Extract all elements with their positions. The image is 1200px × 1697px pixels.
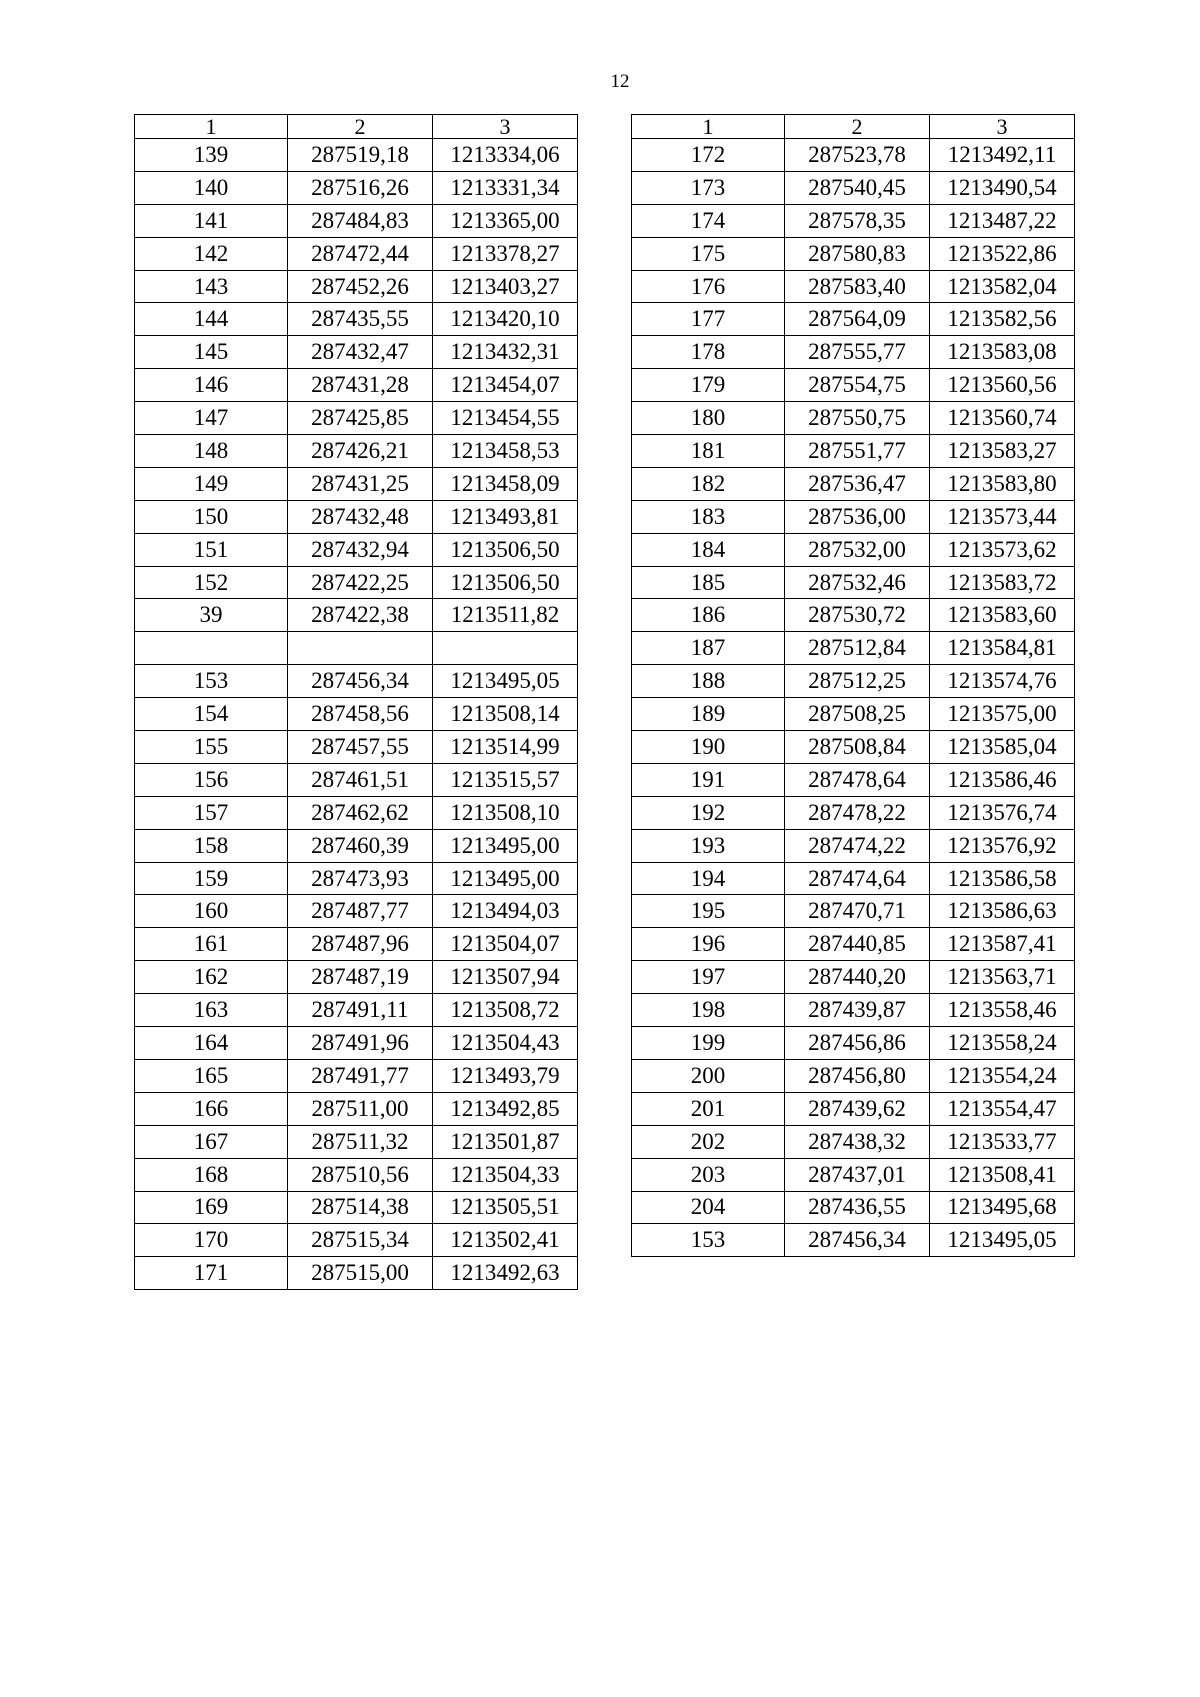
coordinate-x-cell (288, 632, 433, 665)
table-row (135, 336, 578, 369)
table-row (632, 665, 1075, 698)
point-number-cell: 189 (632, 698, 785, 731)
coordinate-y-cell: 1213563,71 (930, 961, 1075, 994)
coordinate-x-cell: 287474,64 (785, 862, 930, 895)
table-row (632, 237, 1075, 270)
coordinate-y-cell: 1213514,99 (433, 731, 578, 764)
table-row (632, 1027, 1075, 1060)
point-number-cell: 167 (135, 1125, 288, 1158)
point-number-cell: 191 (632, 763, 785, 796)
table-row (632, 829, 1075, 862)
coordinate-x-cell: 287578,35 (785, 204, 930, 237)
coordinate-x-cell: 287436,55 (785, 1191, 930, 1224)
table-row (632, 994, 1075, 1027)
coordinate-y-cell: 1213576,74 (930, 796, 1075, 829)
table-row (632, 862, 1075, 895)
coordinate-y-cell: 1213501,87 (433, 1125, 578, 1158)
coordinate-x-cell: 287508,25 (785, 698, 930, 731)
table-row (135, 500, 578, 533)
coordinate-y-cell: 1213502,41 (433, 1224, 578, 1257)
table-row (135, 1257, 578, 1290)
point-number-cell (135, 632, 288, 665)
point-number-cell: 155 (135, 731, 288, 764)
table-row (632, 171, 1075, 204)
table-row (632, 336, 1075, 369)
table-row (135, 566, 578, 599)
point-number-cell: 150 (135, 500, 288, 533)
coordinate-y-cell: 1213365,00 (433, 204, 578, 237)
point-number-cell: 163 (135, 994, 288, 1027)
table-row (135, 303, 578, 336)
coordinate-x-cell: 287540,45 (785, 171, 930, 204)
point-number-cell: 153 (632, 1224, 785, 1257)
table-row (135, 1059, 578, 1092)
point-number-cell: 197 (632, 961, 785, 994)
table-row (135, 665, 578, 698)
coordinate-y-cell: 1213432,31 (433, 336, 578, 369)
coordinates-table-right (631, 114, 1075, 1257)
table-row (632, 369, 1075, 402)
coordinate-y-cell: 1213587,41 (930, 928, 1075, 961)
point-number-cell: 179 (632, 369, 785, 402)
coordinate-x-cell: 287426,21 (288, 435, 433, 468)
coordinate-y-cell: 1213331,34 (433, 171, 578, 204)
point-number-cell: 154 (135, 698, 288, 731)
coordinate-x-cell: 287432,94 (288, 533, 433, 566)
point-number-cell: 157 (135, 796, 288, 829)
coordinate-x-cell: 287440,20 (785, 961, 930, 994)
coordinate-y-cell: 1213505,51 (433, 1191, 578, 1224)
point-number-cell: 39 (135, 599, 288, 632)
coordinate-y-cell: 1213574,76 (930, 665, 1075, 698)
coordinate-x-cell: 287458,56 (288, 698, 433, 731)
table-row (632, 1158, 1075, 1191)
coordinate-x-cell: 287440,85 (785, 928, 930, 961)
point-number-cell: 182 (632, 467, 785, 500)
table-row (135, 961, 578, 994)
coordinate-x-cell: 287532,46 (785, 566, 930, 599)
column-header-1: 1 (135, 115, 288, 139)
table-row (632, 796, 1075, 829)
table-row (135, 632, 578, 665)
point-number-cell: 202 (632, 1125, 785, 1158)
coordinate-x-cell: 287457,55 (288, 731, 433, 764)
coordinate-x-cell: 287470,71 (785, 895, 930, 928)
coordinate-x-cell: 287439,87 (785, 994, 930, 1027)
point-number-cell: 187 (632, 632, 785, 665)
table-row (135, 1224, 578, 1257)
coordinate-y-cell: 1213508,14 (433, 698, 578, 731)
table-row (632, 435, 1075, 468)
coordinate-x-cell: 287564,09 (785, 303, 930, 336)
point-number-cell: 151 (135, 533, 288, 566)
point-number-cell: 178 (632, 336, 785, 369)
point-number-cell: 161 (135, 928, 288, 961)
point-number-cell: 148 (135, 435, 288, 468)
point-number-cell: 165 (135, 1059, 288, 1092)
coordinate-y-cell: 1213495,05 (930, 1224, 1075, 1257)
coordinate-x-cell: 287555,77 (785, 336, 930, 369)
coordinate-y-cell: 1213454,55 (433, 402, 578, 435)
point-number-cell: 200 (632, 1059, 785, 1092)
coordinate-y-cell: 1213560,56 (930, 369, 1075, 402)
table-row (632, 632, 1075, 665)
column-header-2: 2 (288, 115, 433, 139)
coordinate-x-cell: 287580,83 (785, 237, 930, 270)
coordinate-y-cell: 1213458,09 (433, 467, 578, 500)
coordinate-x-cell: 287536,00 (785, 500, 930, 533)
point-number-cell: 166 (135, 1092, 288, 1125)
coordinate-y-cell: 1213583,60 (930, 599, 1075, 632)
coordinate-y-cell: 1213378,27 (433, 237, 578, 270)
header-row (135, 115, 578, 139)
coordinate-x-cell: 287514,38 (288, 1191, 433, 1224)
coordinate-y-cell: 1213454,07 (433, 369, 578, 402)
column-header-2: 2 (785, 115, 930, 139)
table-row (135, 763, 578, 796)
coordinate-y-cell: 1213494,03 (433, 895, 578, 928)
point-number-cell: 169 (135, 1191, 288, 1224)
coordinate-x-cell: 287554,75 (785, 369, 930, 402)
coordinate-y-cell: 1213334,06 (433, 139, 578, 172)
coordinate-x-cell: 287456,34 (785, 1224, 930, 1257)
point-number-cell: 177 (632, 303, 785, 336)
coordinate-y-cell: 1213573,44 (930, 500, 1075, 533)
table-row (135, 698, 578, 731)
coordinate-x-cell: 287510,56 (288, 1158, 433, 1191)
coordinate-y-cell: 1213508,10 (433, 796, 578, 829)
coordinate-y-cell: 1213582,04 (930, 270, 1075, 303)
table-row (135, 237, 578, 270)
header-row (632, 115, 1075, 139)
coordinate-x-cell: 287491,96 (288, 1027, 433, 1060)
point-number-cell: 172 (632, 139, 785, 172)
table-row (135, 731, 578, 764)
point-number-cell: 204 (632, 1191, 785, 1224)
table-row (632, 270, 1075, 303)
point-number-cell: 139 (135, 139, 288, 172)
coordinate-y-cell: 1213493,79 (433, 1059, 578, 1092)
coordinate-x-cell: 287515,34 (288, 1224, 433, 1257)
table-row (135, 171, 578, 204)
point-number-cell: 184 (632, 533, 785, 566)
coordinate-y-cell: 1213583,72 (930, 566, 1075, 599)
coordinate-y-cell: 1213583,27 (930, 435, 1075, 468)
table-row (135, 270, 578, 303)
coordinate-y-cell: 1213492,11 (930, 139, 1075, 172)
table-row (135, 139, 578, 172)
point-number-cell: 183 (632, 500, 785, 533)
point-number-cell: 198 (632, 994, 785, 1027)
table-row (632, 961, 1075, 994)
coordinate-x-cell: 287432,48 (288, 500, 433, 533)
coordinate-y-cell: 1213586,58 (930, 862, 1075, 895)
table-row (632, 500, 1075, 533)
coordinate-x-cell: 287435,55 (288, 303, 433, 336)
coordinate-y-cell (433, 632, 578, 665)
coordinate-x-cell: 287431,25 (288, 467, 433, 500)
point-number-cell: 188 (632, 665, 785, 698)
coordinate-x-cell: 287461,51 (288, 763, 433, 796)
point-number-cell: 162 (135, 961, 288, 994)
table-row (632, 928, 1075, 961)
coordinate-x-cell: 287439,62 (785, 1092, 930, 1125)
coordinate-y-cell: 1213515,57 (433, 763, 578, 796)
column-header-1: 1 (632, 115, 785, 139)
coordinate-y-cell: 1213506,50 (433, 533, 578, 566)
coordinate-x-cell: 287487,19 (288, 961, 433, 994)
coordinate-y-cell: 1213554,47 (930, 1092, 1075, 1125)
coordinate-y-cell: 1213507,94 (433, 961, 578, 994)
table-row (632, 533, 1075, 566)
coordinate-y-cell: 1213420,10 (433, 303, 578, 336)
coordinate-y-cell: 1213558,46 (930, 994, 1075, 1027)
point-number-cell: 171 (135, 1257, 288, 1290)
coordinate-y-cell: 1213458,53 (433, 435, 578, 468)
coordinate-y-cell: 1213533,77 (930, 1125, 1075, 1158)
point-number-cell: 142 (135, 237, 288, 270)
coordinate-y-cell: 1213558,24 (930, 1027, 1075, 1060)
point-number-cell: 201 (632, 1092, 785, 1125)
table-row (135, 862, 578, 895)
coordinate-y-cell: 1213508,41 (930, 1158, 1075, 1191)
coordinate-x-cell: 287431,28 (288, 369, 433, 402)
coordinate-y-cell: 1213575,00 (930, 698, 1075, 731)
point-number-cell: 181 (632, 435, 785, 468)
table-body (632, 139, 1075, 1257)
coordinate-x-cell: 287437,01 (785, 1158, 930, 1191)
table-row (135, 402, 578, 435)
table-row (135, 1092, 578, 1125)
coordinate-y-cell: 1213508,72 (433, 994, 578, 1027)
coordinate-x-cell: 287460,39 (288, 829, 433, 862)
column-header-3: 3 (433, 115, 578, 139)
coordinate-y-cell: 1213403,27 (433, 270, 578, 303)
coordinate-y-cell: 1213560,74 (930, 402, 1075, 435)
coordinate-x-cell: 287472,44 (288, 237, 433, 270)
point-number-cell: 175 (632, 237, 785, 270)
coordinate-x-cell: 287550,75 (785, 402, 930, 435)
point-number-cell: 196 (632, 928, 785, 961)
coordinate-x-cell: 287422,38 (288, 599, 433, 632)
column-header-3: 3 (930, 115, 1075, 139)
coordinate-y-cell: 1213586,46 (930, 763, 1075, 796)
point-number-cell: 149 (135, 467, 288, 500)
table-row (135, 1125, 578, 1158)
coordinate-x-cell: 287491,77 (288, 1059, 433, 1092)
coordinate-y-cell: 1213576,92 (930, 829, 1075, 862)
point-number-cell: 160 (135, 895, 288, 928)
coordinates-table-left (134, 114, 578, 1290)
coordinate-y-cell: 1213490,54 (930, 171, 1075, 204)
point-number-cell: 156 (135, 763, 288, 796)
coordinate-x-cell: 287473,93 (288, 862, 433, 895)
point-number-cell: 194 (632, 862, 785, 895)
coordinate-x-cell: 287456,86 (785, 1027, 930, 1060)
coordinate-x-cell: 287474,22 (785, 829, 930, 862)
point-number-cell: 152 (135, 566, 288, 599)
coordinate-x-cell: 287519,18 (288, 139, 433, 172)
coordinate-y-cell: 1213554,24 (930, 1059, 1075, 1092)
table-row (135, 599, 578, 632)
point-number-cell: 158 (135, 829, 288, 862)
coordinate-y-cell: 1213522,86 (930, 237, 1075, 270)
table-row (632, 402, 1075, 435)
table-row (135, 467, 578, 500)
coordinate-y-cell: 1213487,22 (930, 204, 1075, 237)
point-number-cell: 146 (135, 369, 288, 402)
table-row (135, 369, 578, 402)
coordinate-x-cell: 287478,64 (785, 763, 930, 796)
point-number-cell: 174 (632, 204, 785, 237)
coordinate-x-cell: 287425,85 (288, 402, 433, 435)
point-number-cell: 173 (632, 171, 785, 204)
coordinate-x-cell: 287478,22 (785, 796, 930, 829)
point-number-cell: 153 (135, 665, 288, 698)
table-row (632, 1092, 1075, 1125)
table-row (632, 599, 1075, 632)
coordinate-x-cell: 287484,83 (288, 204, 433, 237)
point-number-cell: 164 (135, 1027, 288, 1060)
table-row (135, 435, 578, 468)
point-number-cell: 176 (632, 270, 785, 303)
coordinate-y-cell: 1213506,50 (433, 566, 578, 599)
coordinate-x-cell: 287512,25 (785, 665, 930, 698)
table-row (632, 1191, 1075, 1224)
table-row (632, 731, 1075, 764)
point-number-cell: 180 (632, 402, 785, 435)
coordinate-x-cell: 287438,32 (785, 1125, 930, 1158)
table-row (135, 1158, 578, 1191)
point-number-cell: 144 (135, 303, 288, 336)
point-number-cell: 140 (135, 171, 288, 204)
coordinate-y-cell: 1213573,62 (930, 533, 1075, 566)
coordinate-x-cell: 287456,80 (785, 1059, 930, 1092)
coordinate-x-cell: 287511,32 (288, 1125, 433, 1158)
point-number-cell: 186 (632, 599, 785, 632)
coordinate-x-cell: 287536,47 (785, 467, 930, 500)
point-number-cell: 159 (135, 862, 288, 895)
coordinate-y-cell: 1213492,63 (433, 1257, 578, 1290)
coordinate-y-cell: 1213511,82 (433, 599, 578, 632)
table-row (632, 566, 1075, 599)
table-row (632, 698, 1075, 731)
table-row (632, 895, 1075, 928)
point-number-cell: 147 (135, 402, 288, 435)
coordinate-x-cell: 287432,47 (288, 336, 433, 369)
coordinate-x-cell: 287487,96 (288, 928, 433, 961)
coordinate-y-cell: 1213495,00 (433, 829, 578, 862)
point-number-cell: 195 (632, 895, 785, 928)
table-row (632, 1059, 1075, 1092)
table-row (135, 533, 578, 566)
coordinate-x-cell: 287511,00 (288, 1092, 433, 1125)
table-row (632, 204, 1075, 237)
point-number-cell: 145 (135, 336, 288, 369)
table-row (135, 829, 578, 862)
coordinate-x-cell: 287515,00 (288, 1257, 433, 1290)
coordinate-x-cell: 287456,34 (288, 665, 433, 698)
coordinate-y-cell: 1213585,04 (930, 731, 1075, 764)
coordinate-y-cell: 1213583,80 (930, 467, 1075, 500)
table-row (135, 994, 578, 1027)
table-row (135, 1191, 578, 1224)
table-row (632, 1125, 1075, 1158)
table-row (632, 1224, 1075, 1257)
point-number-cell: 192 (632, 796, 785, 829)
table-row (135, 895, 578, 928)
coordinate-y-cell: 1213504,07 (433, 928, 578, 961)
coordinate-x-cell: 287422,25 (288, 566, 433, 599)
coordinate-y-cell: 1213586,63 (930, 895, 1075, 928)
coordinate-x-cell: 287512,84 (785, 632, 930, 665)
coordinate-y-cell: 1213495,05 (433, 665, 578, 698)
table-row (632, 139, 1075, 172)
table-body (135, 139, 578, 1290)
coordinate-x-cell: 287532,00 (785, 533, 930, 566)
coordinate-x-cell: 287583,40 (785, 270, 930, 303)
table-row (135, 928, 578, 961)
table-row (632, 763, 1075, 796)
point-number-cell: 170 (135, 1224, 288, 1257)
coordinate-x-cell: 287551,77 (785, 435, 930, 468)
coordinate-y-cell: 1213492,85 (433, 1092, 578, 1125)
coordinate-y-cell: 1213584,81 (930, 632, 1075, 665)
coordinate-x-cell: 287508,84 (785, 731, 930, 764)
point-number-cell: 141 (135, 204, 288, 237)
coordinate-x-cell: 287523,78 (785, 139, 930, 172)
point-number-cell: 193 (632, 829, 785, 862)
coordinate-y-cell: 1213504,33 (433, 1158, 578, 1191)
point-number-cell: 143 (135, 270, 288, 303)
coordinate-x-cell: 287487,77 (288, 895, 433, 928)
point-number-cell: 185 (632, 566, 785, 599)
coordinate-x-cell: 287530,72 (785, 599, 930, 632)
coordinate-x-cell: 287491,11 (288, 994, 433, 1027)
point-number-cell: 168 (135, 1158, 288, 1191)
point-number-cell: 199 (632, 1027, 785, 1060)
point-number-cell: 190 (632, 731, 785, 764)
coordinate-x-cell: 287462,62 (288, 796, 433, 829)
coordinate-y-cell: 1213495,68 (930, 1191, 1075, 1224)
coordinate-y-cell: 1213582,56 (930, 303, 1075, 336)
table-row (135, 796, 578, 829)
table-row (632, 303, 1075, 336)
coordinate-x-cell: 287516,26 (288, 171, 433, 204)
coordinate-y-cell: 1213583,08 (930, 336, 1075, 369)
table-row (135, 204, 578, 237)
coordinate-y-cell: 1213493,81 (433, 500, 578, 533)
table-row (135, 1027, 578, 1060)
coordinate-x-cell: 287452,26 (288, 270, 433, 303)
page-number: 12 (610, 71, 630, 92)
coordinate-y-cell: 1213504,43 (433, 1027, 578, 1060)
coordinate-y-cell: 1213495,00 (433, 862, 578, 895)
table-row (632, 467, 1075, 500)
point-number-cell: 203 (632, 1158, 785, 1191)
